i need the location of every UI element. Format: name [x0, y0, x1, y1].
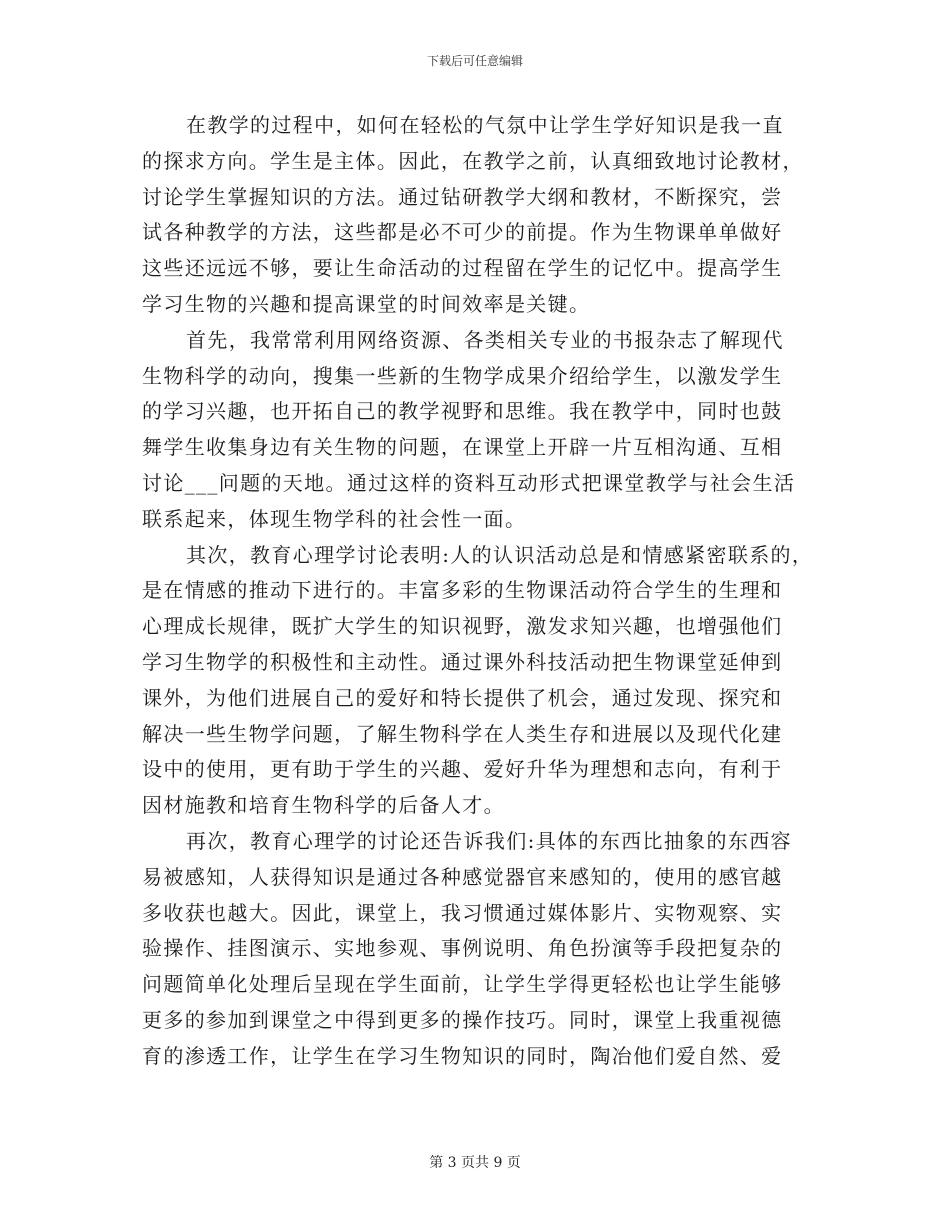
text-line: 课外，为他们进展自己的爱好和特长提供了机会，通过发现、探究和 — [142, 685, 783, 710]
text-line: 首先，我常常利用网络资源、各类相关专业的书报杂志了解现代 — [186, 327, 784, 352]
paragraph-4 — [142, 824, 810, 1075]
text-line: 是在情感的推动下进行的。丰富多彩的生物课活动符合学生的生理和 — [142, 578, 783, 603]
text-line: 的探求方向。学生是主体。因此，在教学之前，认真细致地讨论教材， — [142, 148, 804, 173]
text-line: 其次，教育心理学讨论表明:人的认识活动总是和情感紧密联系的， — [186, 542, 814, 567]
text-line: 因材施教和培育生物科学的后备人才。 — [142, 793, 505, 818]
text-line: 讨论学生掌握知识的方法。通过钻研教学大纲和教材，不断探究，尝 — [142, 184, 783, 209]
text-line: 联系起来，体现生物学科的社会性一面。 — [142, 506, 527, 531]
paragraph-1 — [142, 108, 810, 323]
text-line: 学习生物的兴趣和提高课堂的时间效率是关键。 — [142, 291, 591, 316]
document-body — [142, 108, 814, 1075]
paragraph-3 — [142, 538, 814, 824]
text-line: 多收获也越大。因此，课堂上，我习惯通过媒体影片、实物观察、实 — [142, 900, 783, 925]
text-line: 学习生物学的积极性和主动性。通过课外科技活动把生物课堂延伸到 — [142, 649, 783, 674]
page-number: 第 3 页共 9 页 — [429, 1155, 521, 1171]
text-line: 再次，教育心理学的讨论还告诉我们:具体的东西比抽象的东西容 — [186, 828, 792, 853]
text-line: 舞学生收集身边有关生物的问题，在课堂上开辟一片互相沟通、互相 — [142, 435, 783, 460]
text-line: 这些还远远不够，要让生命活动的过程留在学生的记忆中。提高学生 — [142, 256, 783, 281]
text-line: 讨论___问题的天地。通过这样的资料互动形式把课堂教学与社会生活 — [142, 470, 796, 495]
text-line: 的学习兴趣，也开拓自己的教学视野和思维。我在教学中，同时也鼓 — [142, 399, 783, 424]
text-line: 易被感知，人获得知识是通过各种感觉器官来感知的，使用的感官越 — [142, 864, 783, 889]
text-line: 更多的参加到课堂之中得到更多的操作技巧。同时，课堂上我重视德 — [142, 1007, 783, 1032]
text-line: 解决一些生物学问题，了解生物科学在人类生存和进展以及现代化建 — [142, 721, 783, 746]
text-line: 心理成长规律，既扩大学生的知识视野，激发求知兴趣，也增强他们 — [142, 614, 783, 639]
text-line: 设中的使用，更有助于学生的兴趣、爱好升华为理想和志向，有利于 — [142, 757, 783, 782]
text-line: 试各种教学的方法，这些都是必不可少的前提。作为生物课单单做好 — [142, 220, 783, 245]
text-line: 验操作、挂图演示、实地参观、事例说明、角色扮演等手段把复杂的 — [142, 936, 783, 961]
text-line: 生物科学的动向，搜集一些新的生物学成果介绍给学生，以激发学生 — [142, 363, 783, 388]
text-line: 育的渗透工作，让学生在学习生物知识的同时，陶冶他们爱自然、爱 — [142, 1043, 783, 1068]
text-line: 在教学的过程中，如何在轻松的气氛中让学生学好知识是我一直 — [186, 113, 784, 137]
page-header: 下载后可任意编辑 — [426, 54, 523, 68]
paragraph-2 — [142, 323, 810, 538]
text-line: 问题简单化处理后呈现在学生面前，让学生学得更轻松也让学生能够 — [142, 972, 783, 997]
